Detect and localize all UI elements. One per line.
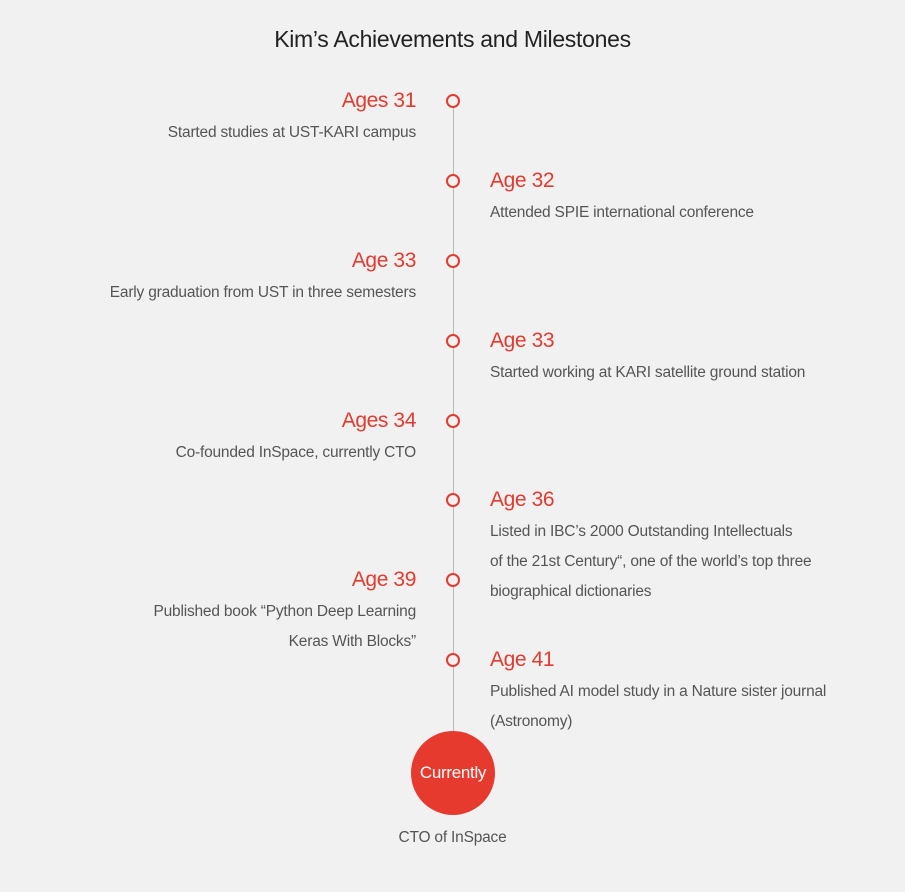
milestone-age: Ages 34 xyxy=(341,409,416,432)
milestone-item xyxy=(176,408,416,468)
milestone-description: biographical dictionaries xyxy=(490,583,652,600)
current-description: CTO of InSpace xyxy=(398,829,507,846)
milestone-item xyxy=(110,248,416,308)
timeline-dot xyxy=(446,334,460,348)
milestone-description: Published book “Python Deep Learning xyxy=(153,603,416,620)
milestone-age: Age 39 xyxy=(351,568,416,591)
milestone-age: Age 36 xyxy=(490,488,555,511)
milestone-item xyxy=(490,487,811,607)
current-status-circle xyxy=(411,731,495,815)
timeline-dot xyxy=(446,653,460,667)
current-label: Currently xyxy=(419,763,487,782)
milestone-age: Age 41 xyxy=(490,648,555,671)
milestone-description: Early graduation from UST in three semesters xyxy=(109,284,416,301)
timeline-dot xyxy=(446,174,460,188)
milestone-description: Published AI model study in a Nature sister journal xyxy=(490,683,827,700)
milestone-age: Age 33 xyxy=(351,249,416,272)
timeline-dot xyxy=(446,94,460,108)
milestone-age: Age 32 xyxy=(490,169,555,192)
timeline-dot xyxy=(446,493,460,507)
timeline-dot xyxy=(446,414,460,428)
milestone-item xyxy=(490,328,805,388)
milestone-description: Co-founded InSpace, currently CTO xyxy=(175,444,416,461)
milestone-age: Ages 31 xyxy=(341,89,416,112)
milestone-item xyxy=(490,647,826,737)
milestone-age: Age 33 xyxy=(490,329,555,352)
milestone-description: Keras With Blocks” xyxy=(288,633,416,650)
milestone-item xyxy=(490,168,754,228)
timeline-dot xyxy=(446,573,460,587)
milestone-description: (Astronomy) xyxy=(490,713,573,730)
timeline-dot xyxy=(446,254,460,268)
milestone-description: of the 21st Century“, one of the world’s top three xyxy=(490,553,812,570)
page-title: Kim’s Achievements and Milestones xyxy=(274,26,631,52)
milestone-description: Started working at KARI satellite ground station xyxy=(490,364,806,381)
milestone-description: Attended SPIE international conference xyxy=(490,204,754,221)
milestone-item xyxy=(168,88,416,148)
milestone-description: Started studies at UST-KARI campus xyxy=(167,124,416,141)
milestone-item xyxy=(153,567,416,657)
milestone-description: Listed in IBC’s 2000 Outstanding Intellectuals xyxy=(490,523,793,540)
